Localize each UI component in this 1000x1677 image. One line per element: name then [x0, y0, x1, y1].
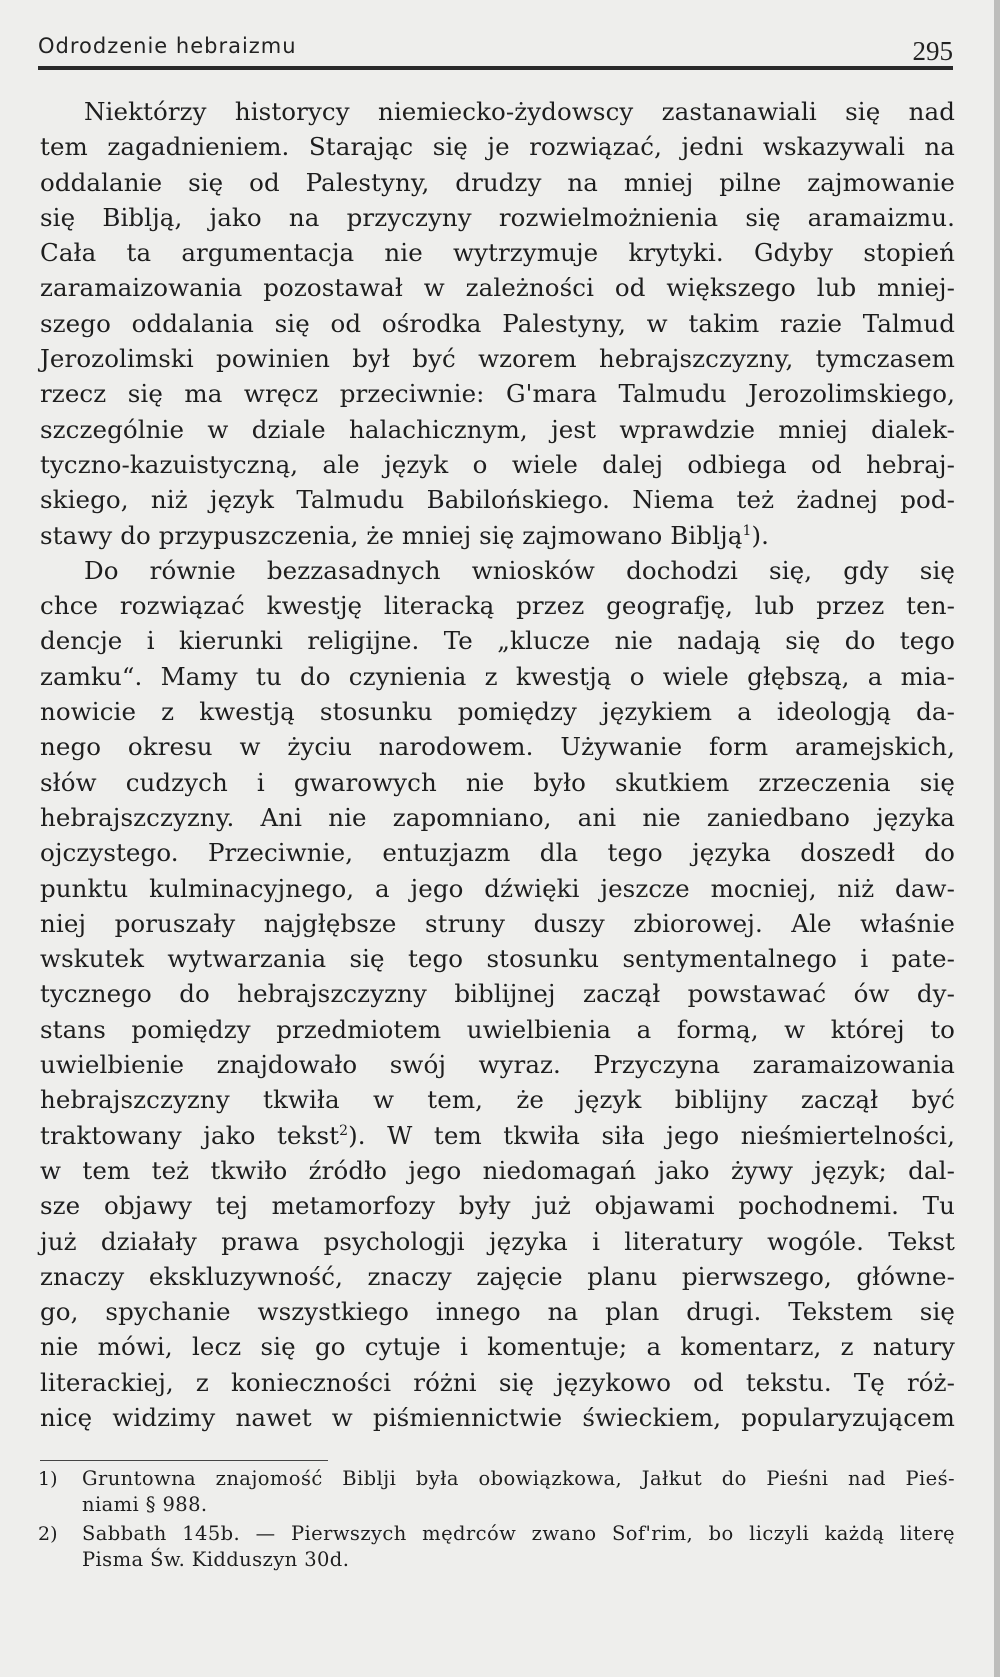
text-line: szczególnie w dziale halachicznym, jest wprawdzie mniej dialek-: [40, 414, 955, 444]
text-line: tem zagadnieniem. Starając się je rozwiązać, jedni wskazywali na: [40, 132, 955, 162]
text-line: sze objawy tej metamorfozy były już objawami pochodnemi. Tu: [40, 1191, 955, 1221]
text-line: uwielbienie znajdowało swój wyraz. Przyczyna zaramaizowania: [40, 1050, 955, 1080]
footnotes: [38, 1466, 955, 1576]
text-line: go, spychanie wszystkiego innego na plan drugi. Tekstem się: [40, 1297, 955, 1327]
text-line: nowicie z kwestją stosunku pomiędzy językiem a ideologją da-: [40, 697, 955, 727]
text-line-with-note: [40, 518, 955, 553]
text-line: niej poruszały najgłębsze struny duszy zbiorowej. Ale właśnie: [40, 908, 955, 938]
text-line: słów cudzych i gwarowych nie było skutkiem zrzeczenia się: [40, 767, 955, 797]
text-line: znaczy ekskluzywność, znaczy zajęcie planu pierwszego, główne-: [40, 1261, 955, 1291]
header-rule: [38, 66, 953, 70]
footnote-2: [38, 1521, 955, 1573]
line-tail: ). W tem tkwiła siła jego nieśmiertelności,: [348, 1120, 956, 1150]
text-line: nicę widzimy nawet w piśmiennictwie świeckiem, popularyzującem: [40, 1402, 955, 1432]
running-title: Odrodzenie hebraizmu: [38, 34, 297, 58]
text-line: skiego, niż język Talmudu Babilońskiego. Niema też żadnej pod-: [40, 485, 955, 515]
text-line: nie mówi, lecz się go cytuje i komentuje; a komentarz, z natury: [40, 1332, 955, 1362]
text-line: już działały prawa psychologji języka i literatury wogóle. Tekst: [40, 1226, 955, 1256]
footnote-rule: [40, 1460, 328, 1461]
text-line: wskutek wytwarzania się tego stosunku sentymentalnego i pate-: [40, 944, 955, 974]
footnote-ref: 1: [742, 522, 752, 539]
footnote-line: Pisma Św. Kidduszyn 30d.: [82, 1548, 350, 1571]
line-text: traktowany jako tekst: [40, 1120, 340, 1150]
text-line: zamku“. Mamy tu do czynienia z kwestją o wiele głębszą, a mia-: [40, 661, 955, 691]
line-text: stawy do przypuszczenia, że mniej się zajmowano Biblją: [40, 520, 743, 550]
footnote-1: [38, 1466, 955, 1518]
text-line: hebrajszczyzny. Ani nie zapomniano, ani nie zaniedbano języka: [40, 802, 955, 832]
text-line: ojczystego. Przeciwnie, entuzjazm dla tego języka doszedł do: [40, 838, 955, 868]
text-line: punktu kulminacyjnego, a jego dźwięki jeszcze mocniej, niż daw-: [40, 873, 955, 903]
text-line: chce rozwiązać kwestję literacką przez geografję, lub przez ten-: [40, 591, 955, 621]
text-line: się Biblją, jako na przyczyny rozwielmożnienia się aramaizmu.: [40, 202, 955, 232]
footnote-line: Sabbath 145b. — Pierwszych mędrców zwano Sof'rim, bo liczyli każdą literę: [82, 1522, 955, 1545]
text-line: hebrajszczyzny tkwiła w tem, że język biblijny zaczął być: [40, 1085, 955, 1115]
text-line: Do równie bezzasadnych wniosków dochodzi się, gdy się: [84, 555, 955, 585]
page-number: 295: [912, 36, 953, 66]
text-line: w tem też tkwiło źródło jego niedomagań jako żywy język; dal-: [40, 1155, 955, 1185]
footnote-marker: 1): [38, 1468, 58, 1490]
text-line-with-note: [40, 1118, 955, 1153]
running-head: [38, 30, 953, 64]
footnote-ref: 2: [339, 1122, 349, 1139]
text-line: oddalanie się od Palestyny, drudzy na mniej pilne zajmowanie: [40, 167, 955, 197]
text-line: tyczno-kazuistyczną, ale język o wiele dalej odbiega od hebraj-: [40, 449, 955, 479]
footnote-line: Gruntowna znajomość Biblji była obowiązkowa, Jałkut do Pieśni nad Pieś-: [82, 1467, 955, 1490]
text-line: Jerozolimski powinien był być wzorem hebrajszczyzny, tymczasem: [40, 344, 955, 374]
text-line: rzecz się ma wręcz przeciwnie: G'mara Talmudu Jerozolimskiego,: [40, 379, 955, 409]
text-line: dencje i kierunki religijne. Te „klucze nie nadają się do tego: [40, 626, 955, 656]
text-line: nego okresu w życiu narodowem. Używanie form aramejskich,: [40, 732, 955, 762]
text-line: tycznego do hebrajszczyzny biblijnej zaczął powstawać ów dy-: [40, 979, 955, 1009]
footnote-marker: 2): [38, 1523, 58, 1545]
line-tail: ).: [751, 520, 769, 550]
footnote-line: niami § 988.: [82, 1493, 208, 1516]
text-line: Niektórzy historycy niemiecko-żydowscy zastanawiali się nad: [84, 97, 955, 126]
text-line: zaramaizowania pozostawał w zależności od większego lub mniej-: [40, 273, 955, 303]
text-line: Cała ta argumentacja nie wytrzymuje krytyki. Gdyby stopień: [40, 238, 955, 268]
body-text: [40, 94, 955, 1435]
text-line: stans pomiędzy przedmiotem uwielbienia a formą, w której to: [40, 1014, 955, 1044]
text-line: szego oddalania się od ośrodka Palestyny, w takim razie Talmud: [40, 308, 955, 338]
text-line: literackiej, z konieczności różni się językowo od tekstu. Tę róż-: [40, 1367, 955, 1397]
page-edge-shadow: [994, 0, 1000, 1677]
